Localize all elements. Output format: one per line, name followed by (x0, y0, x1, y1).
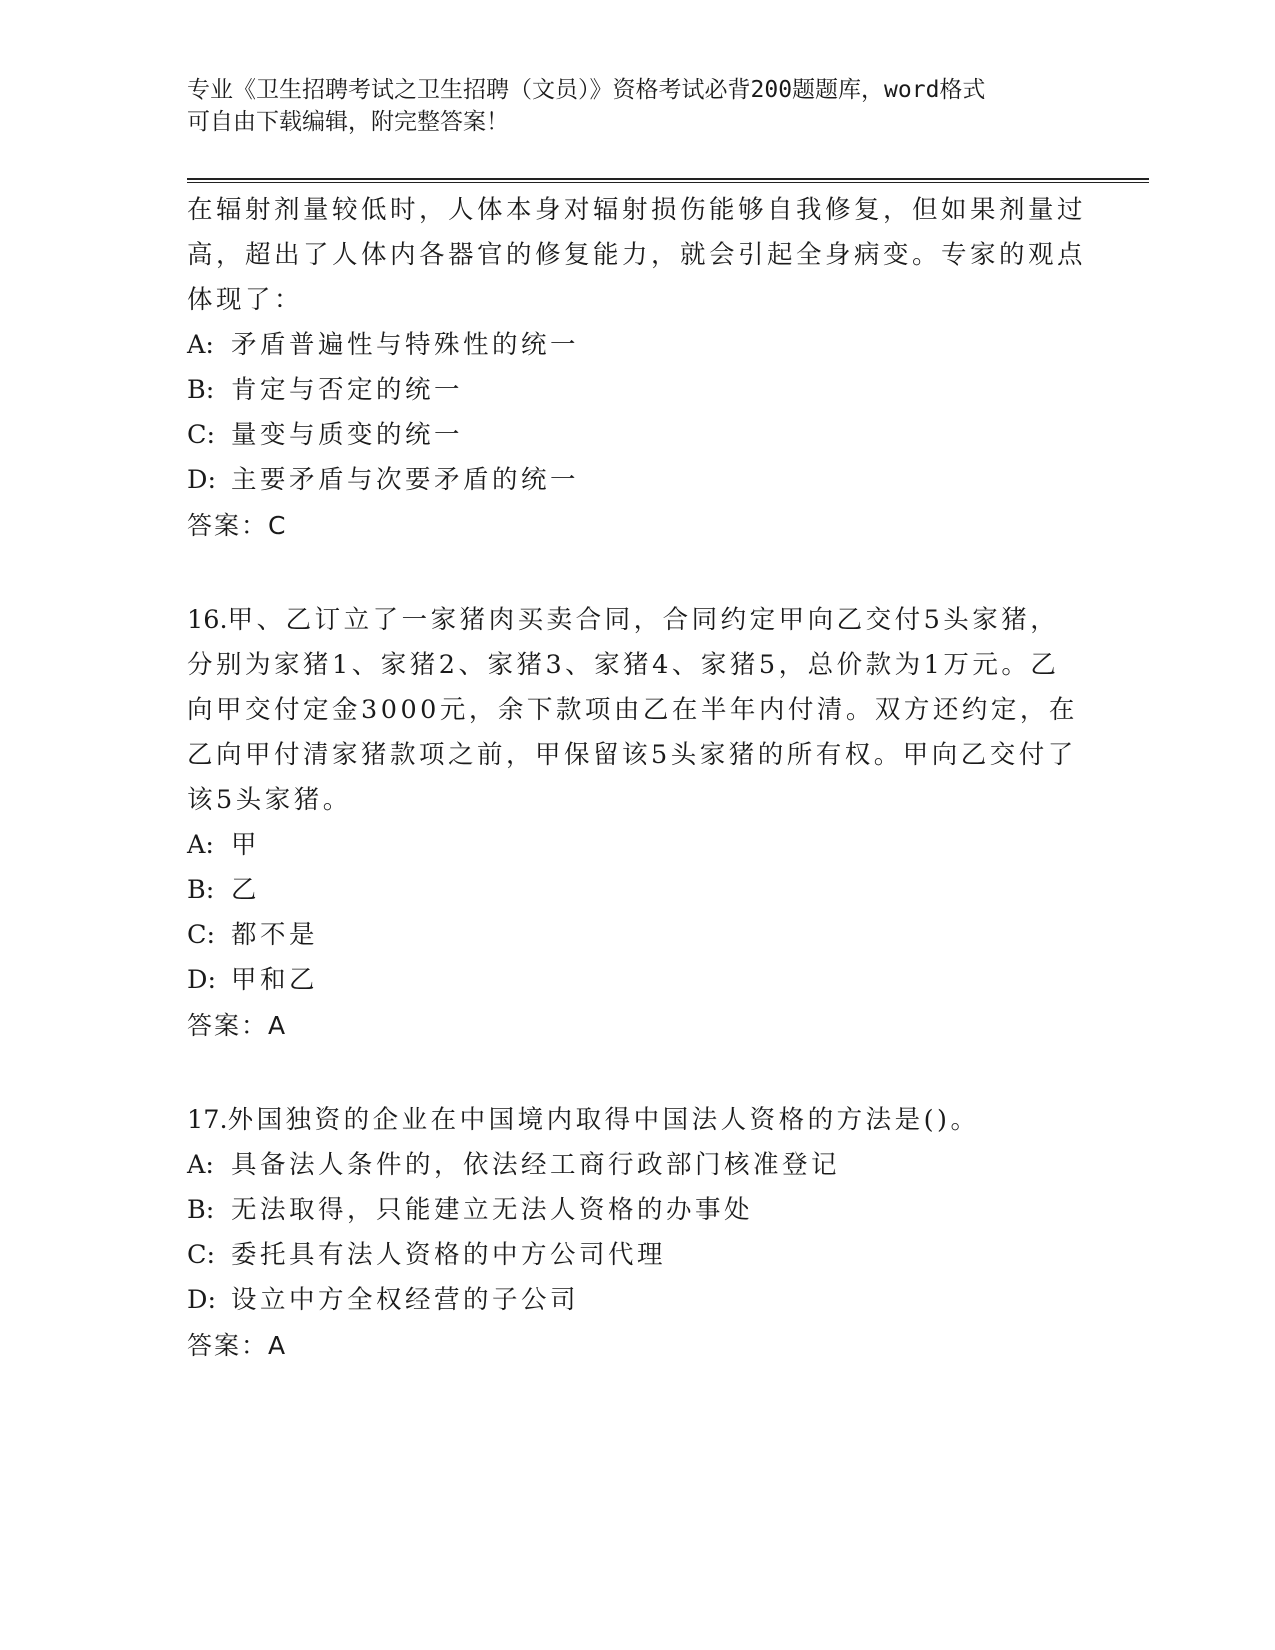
option-key: A: (187, 1150, 215, 1180)
option-key: D: (187, 965, 217, 995)
question-stem (187, 1098, 1087, 1143)
option-b (187, 1188, 1087, 1233)
option-a (187, 323, 1087, 368)
option-key: B: (187, 875, 215, 905)
option-text: 无法取得，只能建立无法人资格的办事处 (231, 1195, 754, 1225)
question-list (187, 188, 1087, 1368)
option-key: B: (187, 1195, 215, 1225)
option-a (187, 823, 1087, 868)
answer-value: C (268, 511, 288, 540)
header-line-2: 可自由下载编辑，附完整答案！ (187, 109, 509, 135)
option-text: 甲 (231, 830, 261, 860)
option-a (187, 1143, 1087, 1188)
option-text: 肯定与否定的统一 (231, 375, 464, 405)
answer-value: A (268, 1011, 288, 1040)
answer-label: 答案： (187, 1011, 269, 1040)
option-text: 甲和乙 (231, 965, 319, 995)
document-header (187, 74, 1067, 138)
question-item (187, 598, 1087, 1048)
question-text: 甲、乙订立了一家猪肉买卖合同，合同约定甲向乙交付5头家猪，分别为家猪1、家猪2、家猪3、家猪4、家猪5，总价款为1万元。乙向甲交付定金3000元，余下款项由乙在半年内付清。双方还约定，在乙向甲付清家猪款项之前，甲保留该5头家猪的所有权。甲向乙交付了该5头家猪。 (187, 605, 1078, 815)
header-divider (187, 178, 1149, 183)
option-c (187, 413, 1087, 458)
question-number: 16. (187, 605, 228, 635)
option-text: 设立中方全权经营的子公司 (231, 1285, 580, 1315)
spacer (187, 548, 1087, 598)
option-d (187, 958, 1087, 1003)
question-text: 外国独资的企业在中国境内取得中国法人资格的方法是()。 (227, 1105, 980, 1135)
option-key: D: (187, 1285, 217, 1315)
option-key: C: (187, 420, 216, 450)
header-line-1: 专业《卫生招聘考试之卫生招聘（文员）》资格考试必背200题题库，word格式 (187, 77, 986, 103)
option-key: C: (187, 920, 216, 950)
option-d (187, 458, 1087, 503)
option-key: A: (187, 330, 215, 360)
answer-line (187, 503, 1087, 548)
answer-line (187, 1003, 1087, 1048)
option-b (187, 368, 1087, 413)
question-item (187, 188, 1087, 548)
question-stem (187, 188, 1087, 323)
option-b (187, 868, 1087, 913)
option-key: C: (187, 1240, 216, 1270)
option-text: 具备法人条件的，依法经工商行政部门核准登记 (231, 1150, 841, 1180)
option-text: 委托具有法人资格的中方公司代理 (231, 1240, 667, 1270)
answer-label: 答案： (187, 511, 269, 540)
option-text: 量变与质变的统一 (231, 420, 464, 450)
option-text: 乙 (231, 875, 261, 905)
option-key: B: (187, 375, 215, 405)
option-key: D: (187, 465, 217, 495)
question-number: 17. (187, 1105, 228, 1135)
question-stem (187, 598, 1087, 823)
option-d (187, 1278, 1087, 1323)
answer-label: 答案： (187, 1331, 269, 1360)
option-text: 主要矛盾与次要矛盾的统一 (231, 465, 580, 495)
question-text: 在辐射剂量较低时，人体本身对辐射损伤能够自我修复，但如果剂量过高，超出了人体内各器官的修复能力，就会引起全身病变。专家的观点体现了： (187, 195, 1087, 315)
answer-line (187, 1323, 1087, 1368)
option-c (187, 1233, 1087, 1278)
option-text: 矛盾普遍性与特殊性的统一 (231, 330, 580, 360)
spacer (187, 1048, 1087, 1098)
option-key: A: (187, 830, 215, 860)
option-c (187, 913, 1087, 958)
option-text: 都不是 (231, 920, 319, 950)
answer-value: A (268, 1331, 288, 1360)
question-item (187, 1098, 1087, 1368)
